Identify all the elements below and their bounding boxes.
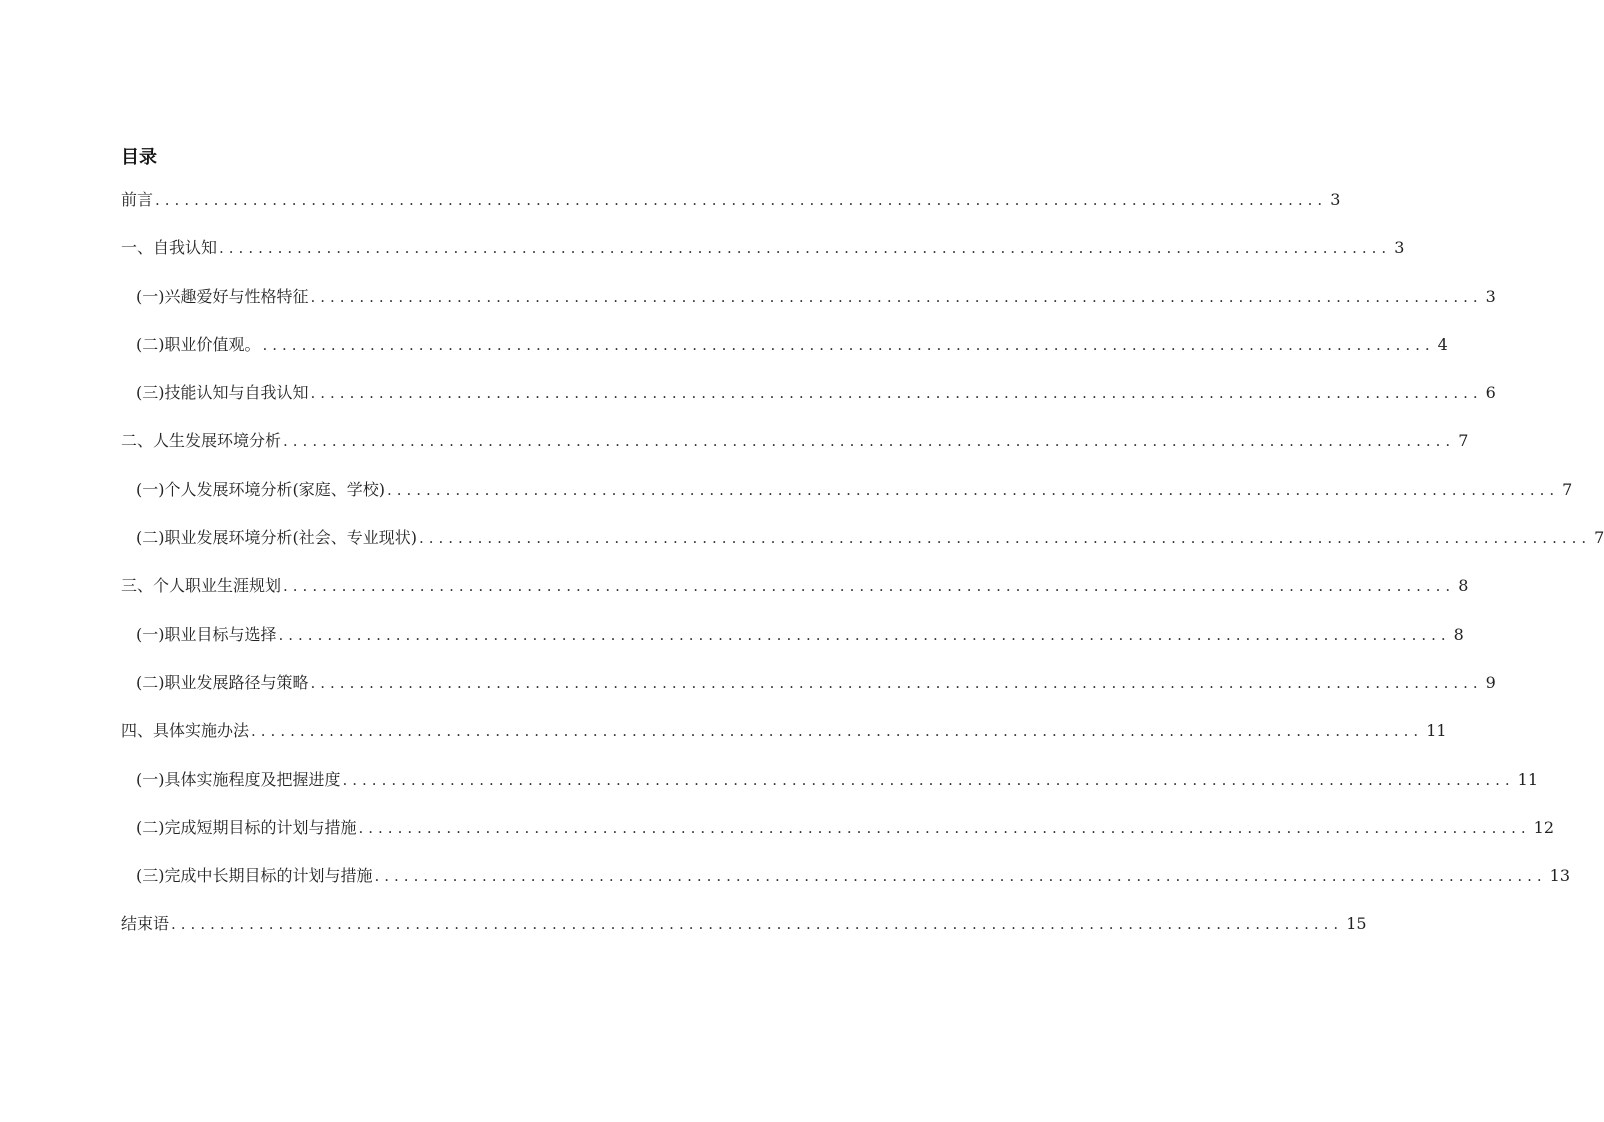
toc-entry[interactable] <box>121 524 1604 572</box>
toc-dot-leader: ........................................................................................................................ <box>251 722 1424 741</box>
toc-dot-leader: ........................................................................................................................ <box>386 480 1560 499</box>
toc-entry-page-number: 7 <box>1594 528 1604 548</box>
toc-entry-label: (二)职业发展环境分析(社会、专业现状) <box>136 528 417 548</box>
toc-entry-label: (一)个人发展环境分析(家庭、学校) <box>136 479 385 499</box>
toc-dot-leader: ........................................................................................................................ <box>171 915 1344 934</box>
toc-entry[interactable] <box>121 234 1405 282</box>
toc-entry-page-number: 7 <box>1458 431 1469 451</box>
toc-dot-leader: ........................................................................................................................ <box>283 577 1456 596</box>
toc-dot-leader: ........................................................................................................................ <box>310 384 1483 403</box>
toc-entry-page-number: 11 <box>1426 721 1447 741</box>
toc-entry[interactable] <box>121 572 1469 620</box>
toc-entry[interactable] <box>121 186 1341 234</box>
toc-dot-leader: ........................................................................................................................ <box>374 867 1547 886</box>
toc-entry[interactable] <box>121 717 1447 765</box>
toc-entry-page-number: 3 <box>1485 286 1496 306</box>
toc-dot-leader: ........................................................................................................................ <box>278 625 1451 644</box>
toc-entry[interactable] <box>121 862 1571 910</box>
toc-entry-label: 二、人生发展环境分析 <box>121 431 282 451</box>
toc-entry-label: (二)职业发展路径与策略 <box>136 672 309 692</box>
toc-dot-leader: ........................................................................................................................ <box>262 335 1435 354</box>
toc-entry-page-number: 8 <box>1453 624 1464 644</box>
toc-entry-page-number: 9 <box>1485 672 1496 692</box>
toc-entry-label: (一)具体实施程度及把握进度 <box>136 769 341 789</box>
toc-entry-label: (三)完成中长期目标的计划与措施 <box>136 866 373 886</box>
toc-entry[interactable] <box>121 379 1496 427</box>
toc-entry[interactable] <box>121 476 1573 524</box>
toc-entry-page-number: 12 <box>1533 817 1555 837</box>
toc-entry-page-number: 7 <box>1562 479 1573 499</box>
toc-entry-label: (一)兴趣爱好与性格特征 <box>136 286 309 306</box>
toc-entry-page-number: 3 <box>1394 238 1405 258</box>
toc-entry-label: 三、个人职业生涯规划 <box>121 576 282 596</box>
toc-dot-leader: ........................................................................................................................ <box>342 770 1515 789</box>
toc-entry[interactable] <box>121 910 1367 958</box>
toc-entry-label: 四、具体实施办法 <box>121 721 250 741</box>
toc-dot-leader: ........................................................................................................................ <box>310 673 1483 692</box>
toc-entry-page-number: 6 <box>1485 383 1496 403</box>
toc-entry-label: 一、自我认知 <box>121 238 218 258</box>
toc-entry-page-number: 3 <box>1330 190 1341 209</box>
toc-entry-page-number: 4 <box>1437 334 1448 354</box>
toc-entry-page-number: 8 <box>1458 576 1469 596</box>
toc-entry[interactable] <box>121 669 1496 717</box>
toc-entry[interactable] <box>121 814 1555 862</box>
toc-title: 目录 <box>121 147 157 168</box>
toc-entry[interactable] <box>121 766 1539 814</box>
toc-list <box>121 186 1604 959</box>
toc-entry-label: (二)完成短期目标的计划与措施 <box>136 817 357 837</box>
toc-dot-leader: ........................................................................................................................ <box>358 818 1531 837</box>
toc-entry-page-number: 15 <box>1346 914 1367 934</box>
toc-entry[interactable] <box>121 283 1496 331</box>
toc-dot-leader: ........................................................................................................................ <box>283 432 1456 451</box>
toc-entry[interactable] <box>121 331 1448 379</box>
toc-entry-page-number: 13 <box>1549 866 1571 886</box>
toc-entry-label: 前言 <box>121 190 154 209</box>
toc-dot-leader: ........................................................................................................................ <box>310 287 1483 306</box>
toc-entry-label: 结束语 <box>121 914 170 934</box>
toc-entry-label: (一)职业目标与选择 <box>136 624 277 644</box>
toc-dot-leader: ........................................................................................................................ <box>155 191 1328 209</box>
toc-entry[interactable] <box>121 621 1464 669</box>
toc-dot-leader: ........................................................................................................................ <box>418 529 1592 548</box>
toc-entry-label: (三)技能认知与自我认知 <box>136 383 309 403</box>
toc-entry-page-number: 11 <box>1517 769 1539 789</box>
toc-entry-label: (二)职业价值观。 <box>136 334 261 354</box>
toc-dot-leader: ........................................................................................................................ <box>219 239 1392 258</box>
toc-entry[interactable] <box>121 427 1469 475</box>
